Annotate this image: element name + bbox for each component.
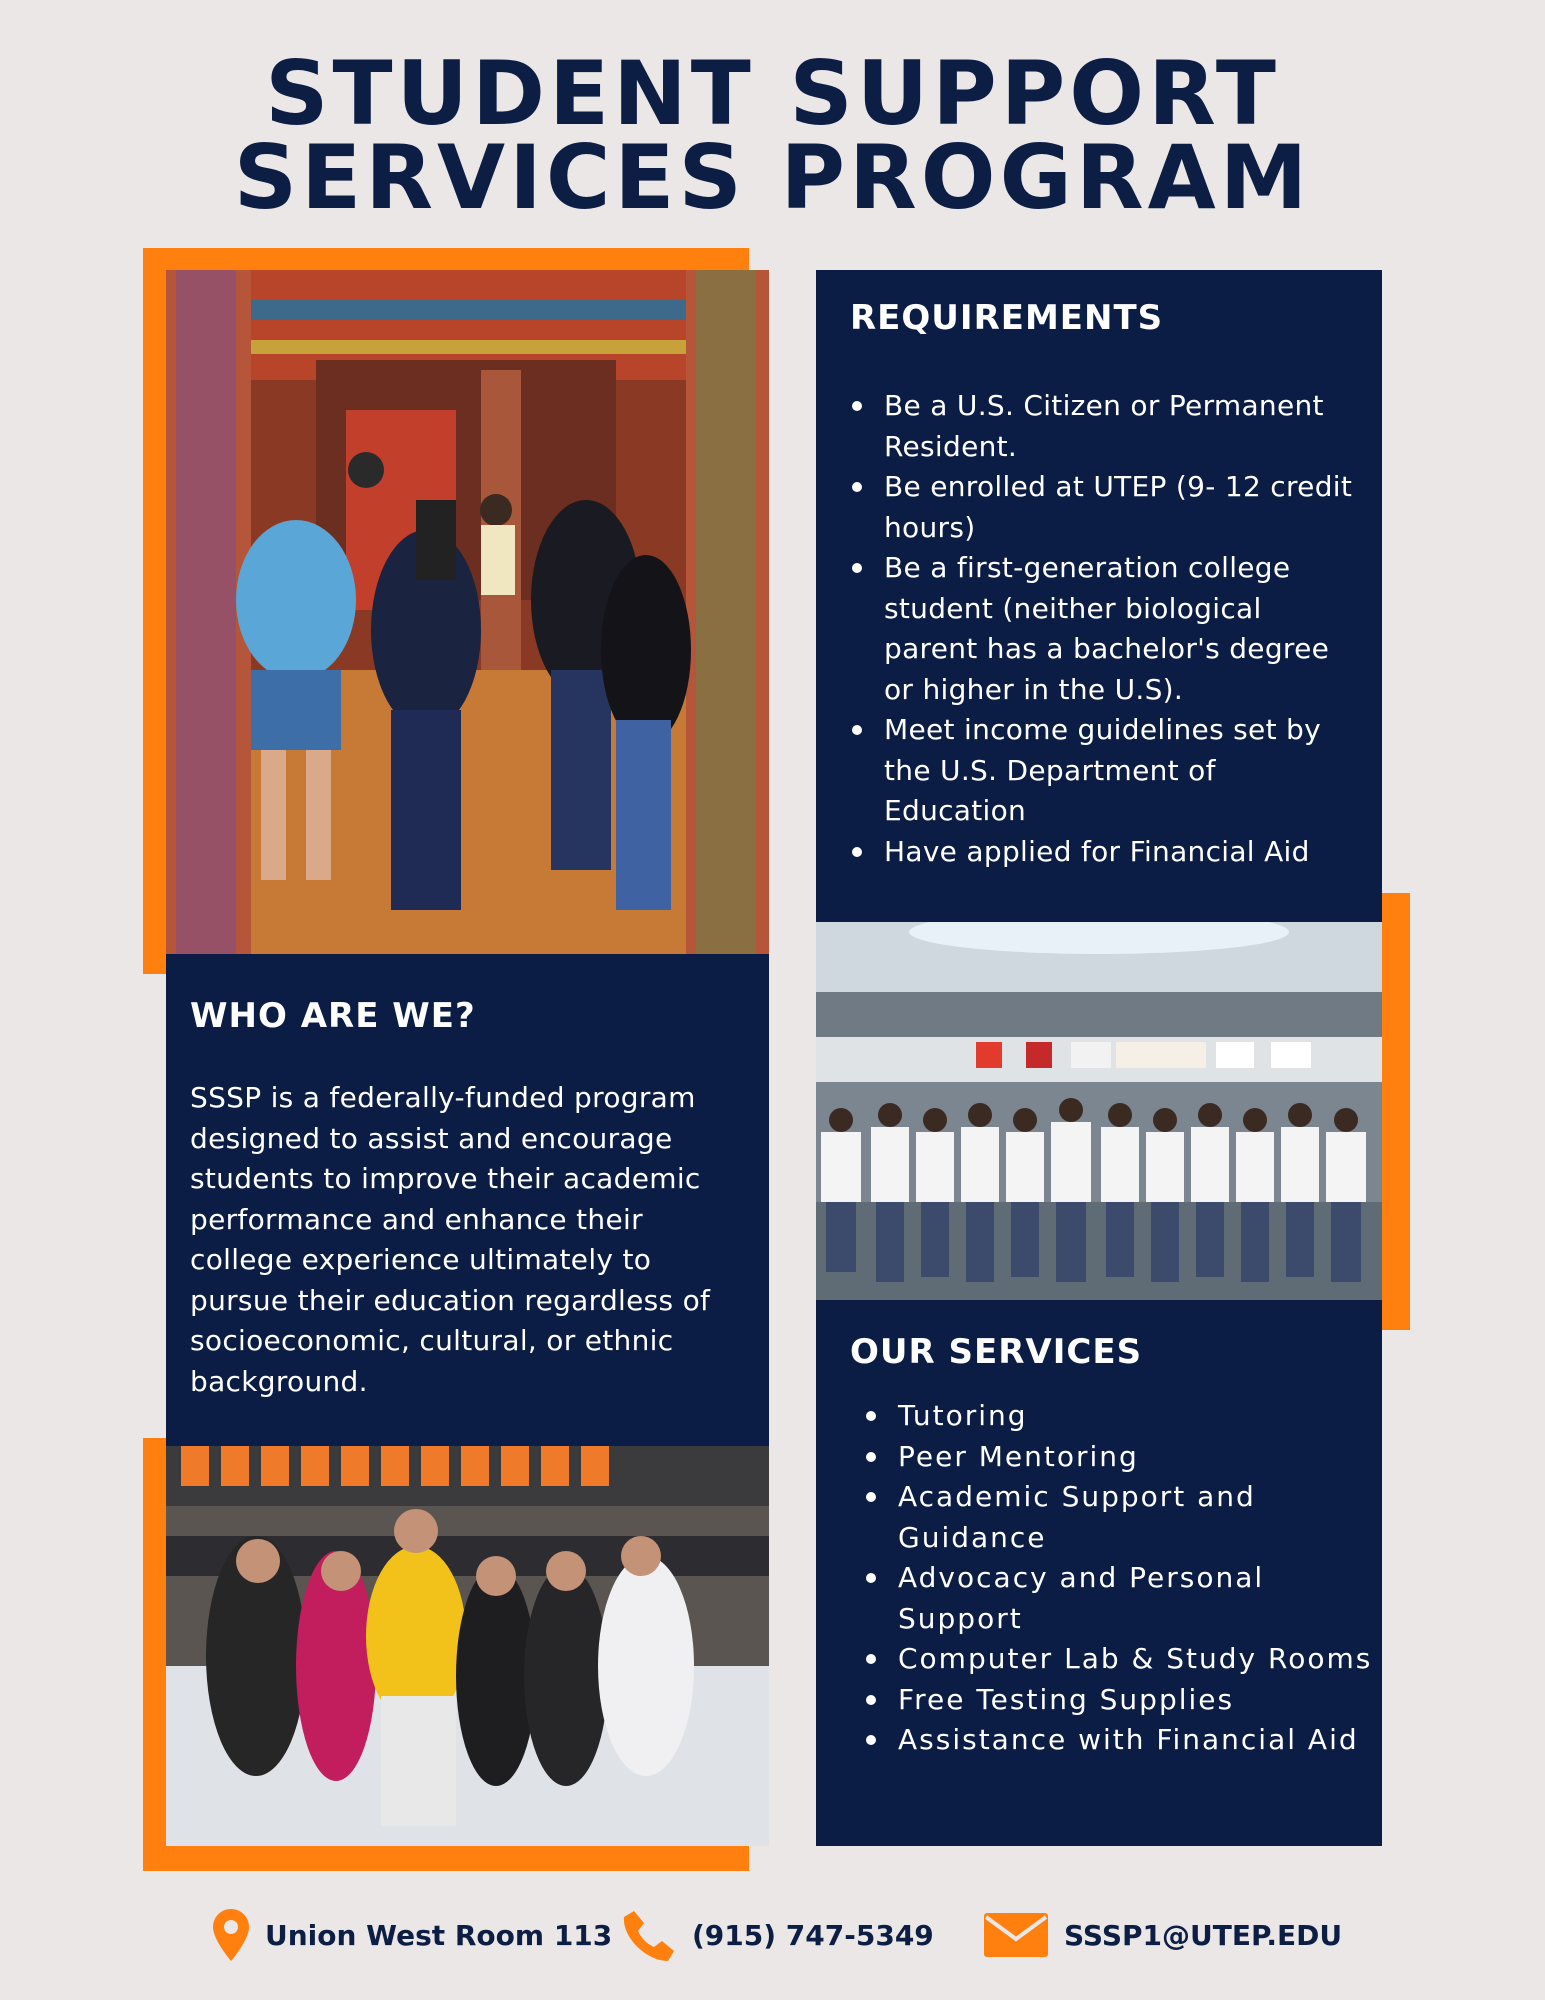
- footer-phone: [620, 1905, 934, 1965]
- requirement-item: Have applied for Financial Aid: [850, 832, 1360, 873]
- email-text[interactable]: SSSP1@UTEP.EDU: [1064, 1918, 1343, 1952]
- envelope-icon: [984, 1913, 1048, 1957]
- service-item: Academic Support and Guidance: [864, 1477, 1375, 1558]
- service-item: Computer Lab & Study Rooms: [864, 1639, 1375, 1680]
- science-festival-group-photo: [816, 922, 1382, 1300]
- services-panel: [816, 1300, 1382, 1846]
- location-text: Union West Room 113: [265, 1918, 613, 1952]
- who-are-we-heading: WHO ARE WE?: [190, 996, 476, 1036]
- service-item: Peer Mentoring: [864, 1437, 1375, 1478]
- temple-tour-photo: [166, 270, 769, 954]
- footer-location: [213, 1905, 612, 1965]
- location-pin-icon: [213, 1909, 249, 1961]
- hockey-arena-group-photo: [166, 1446, 769, 1846]
- service-item: Free Testing Supplies: [864, 1680, 1375, 1721]
- who-are-we-body: SSSP is a federally-funded program designed to assist and encourage students to improve their academic performance and enhance their college experience ultimately to pursue their education regardless of socioeconomic, cultural, or ethnic background.: [190, 1081, 711, 1398]
- requirements-heading: REQUIREMENTS: [850, 298, 1164, 338]
- who-are-we-panel: [166, 954, 769, 1446]
- requirement-item: Be enrolled at UTEP (9- 12 credit hours): [850, 467, 1360, 548]
- service-item: Advocacy and Personal Support: [864, 1558, 1375, 1639]
- services-heading: OUR SERVICES: [850, 1332, 1143, 1372]
- phone-icon: [620, 1907, 676, 1963]
- page-title: [0, 42, 1545, 229]
- service-item: Assistance with Financial Aid: [864, 1720, 1375, 1761]
- requirements-panel: [816, 270, 1382, 922]
- title-line-2: SERVICES PROGRAM: [233, 126, 1312, 229]
- requirements-list: [850, 386, 1360, 872]
- phone-text[interactable]: (915) 747-5349: [692, 1918, 934, 1952]
- requirement-item: Be a U.S. Citizen or Permanent Resident.: [850, 386, 1360, 467]
- requirement-item: Be a first-generation college student (neither biological parent has a bachelor's degree or higher in the U.S).: [850, 548, 1360, 710]
- footer-email: [984, 1905, 1342, 1965]
- title-line-1: STUDENT SUPPORT: [265, 42, 1280, 145]
- service-item: Tutoring: [864, 1396, 1375, 1437]
- requirement-item: Meet income guidelines set by the U.S. Department of Education: [850, 710, 1360, 832]
- services-list: [850, 1396, 1375, 1761]
